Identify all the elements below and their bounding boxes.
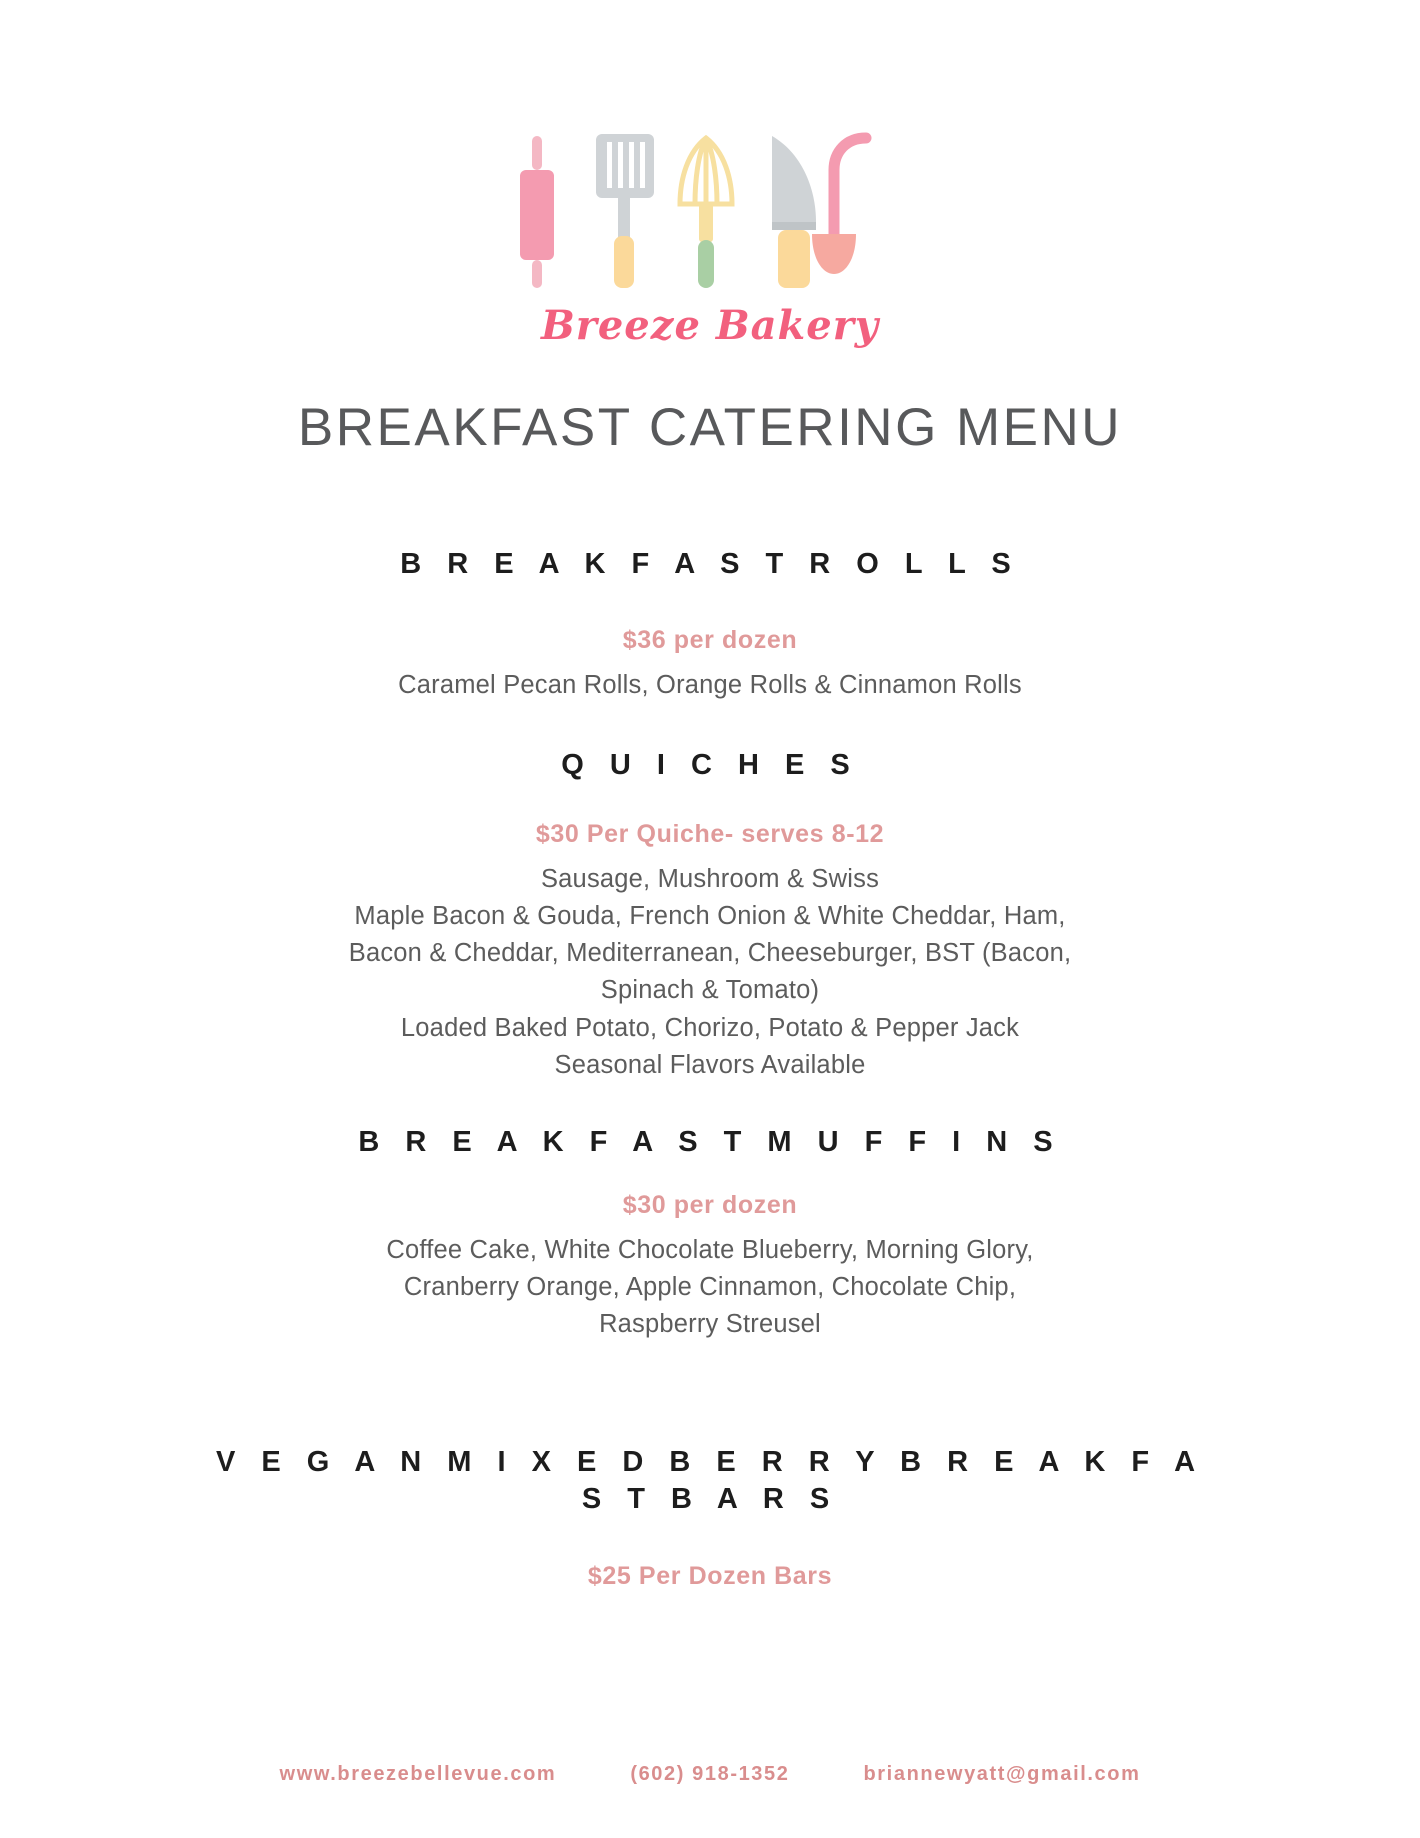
menu-line: Caramel Pecan Rolls, Orange Rolls & Cinnamon Rolls: [398, 670, 1022, 699]
menu-line: Loaded Baked Potato, Chorizo, Potato & Pepper Jack: [400, 1013, 1020, 1042]
section-items: [150, 667, 1270, 704]
footer-email[interactable]: briannewyatt@gmail.com: [863, 1763, 1141, 1785]
baking-utensils-icon: [510, 128, 910, 288]
menu-line: Raspberry Streusel: [599, 1310, 821, 1339]
menu-line: Bacon & Cheddar, Mediterranean, Cheeseburger, BST (Bacon,: [348, 939, 1072, 968]
section-vegan-breakfast-bars: [150, 1444, 1270, 1591]
menu-line: Cranberry Orange, Apple Cinnamon, Chocolate Chip,: [403, 1273, 1017, 1302]
section-items: [150, 1232, 1270, 1344]
section-price: $36 per dozen: [622, 625, 798, 654]
menu-line: Seasonal Flavors Available: [554, 1050, 866, 1079]
section-heading: B R E A K F A S T M U F F I N S: [358, 1126, 1062, 1159]
footer-website[interactable]: www.breezebellevue.com: [279, 1763, 557, 1785]
menu-line: Spinach & Tomato): [600, 976, 820, 1005]
section-heading: B R E A K F A S T R O L L S: [400, 547, 1020, 580]
section-heading: Q U I C H E S: [561, 748, 859, 781]
footer-contact: [0, 1763, 1420, 1786]
section-price: $30 per dozen: [622, 1191, 798, 1220]
section-quiches: [150, 749, 1270, 1084]
menu-line: Sausage, Mushroom & Swiss: [540, 864, 880, 893]
section-breakfast-rolls: [150, 548, 1270, 704]
page-title: BREAKFAST CATERING MENU: [297, 398, 1123, 457]
section-breakfast-muffins: [150, 1126, 1270, 1344]
section-price: $30 Per Quiche- serves 8-12: [535, 819, 885, 848]
logo-block: [510, 128, 910, 349]
footer-phone[interactable]: (602) 918-1352: [630, 1763, 790, 1785]
section-heading: V E G A N M I X E D B E R R Y B R E A K F A S T B A R S: [215, 1445, 1205, 1515]
menu-line: Coffee Cake, White Chocolate Blueberry, Morning Glory,: [386, 1236, 1034, 1265]
section-price: $25 Per Dozen Bars: [587, 1561, 833, 1590]
menu-line: Maple Bacon & Gouda, French Onion & White Cheddar, Ham,: [354, 901, 1066, 930]
section-items: [150, 861, 1270, 1084]
brand-name: Breeze Bakery: [540, 302, 880, 349]
